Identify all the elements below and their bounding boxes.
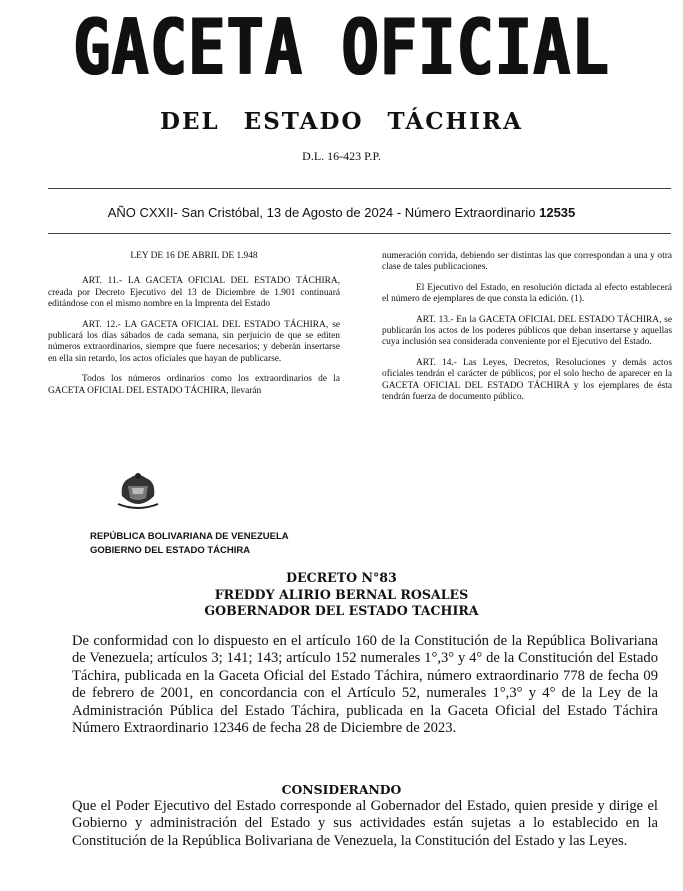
decree-number: DECRETO N°83 — [286, 570, 397, 585]
republic-name: REPÚBLICA BOLIVARIANA DE VENEZUELA — [90, 531, 289, 542]
law-heading: LEY DE 16 DE ABRIL DE 1.948 — [130, 251, 258, 261]
decree-preamble: De conformidad con lo dispuesto en el artículo 160 de la Constitución de la República Bolivariana de Venezuela; artículos 3; 141; 143; artículo 152 numerales 1°,3° y 4° de la Constitución del Estado Táchira, publicada en la Gaceta Oficial del Estado Táchira, número extraordinario 778 de fecha 09 de febrero de 2001, en concordancia con el Artículo 52, numerales 1°,3° y 4° de la Ley de la Administración Pública del Estado Táchira, publicada en la Gaceta Oficial del Estado Táchira Número Extraordinario 12346 de fecha 28 de Diciembre de 2023. — [72, 633, 658, 737]
government-name: GOBIERNO DEL ESTADO TÁCHIRA — [90, 545, 251, 556]
law-paragraph: Todos los números ordinarios como los extraordinarios de la GACETA OFICIAL DEL ESTADO TÁCHIRA, llevarán — [48, 374, 340, 396]
law-article-11: ART. 11.- LA GACETA OFICIAL DEL ESTADO TÁCHIRA, creada por Decreto Ejecutivo del 13 de Diciembre de 1.901 continuará editándose con el mismo nombre en la Imprenta del Estado — [48, 276, 340, 310]
governor-name: FREDDY ALIRIO BERNAL ROSALES — [214, 586, 469, 602]
considerando-heading: CONSIDERANDO — [281, 782, 402, 797]
legal-deposit: D.L. 16-423 P.P. — [302, 149, 381, 163]
coat-of-arms-icon — [116, 470, 160, 510]
gazette-title: GACETA OFICIAL — [73, 1, 610, 93]
law-column-left — [48, 251, 340, 406]
issue-rule — [48, 233, 671, 234]
issue-number: 12535 — [539, 205, 576, 220]
law-article-13: ART. 13.- En la GACETA OFICIAL DEL ESTADO TÁCHIRA, se publicarán los actos de los poderes públicos que deban insertarse y aquellas cuya inclusión sea considerada conveniente por el Ejecutivo del Estado. — [382, 314, 672, 348]
considerando-text: Que el Poder Ejecutivo del Estado corresponde al Gobernador del Estado, quien preside y dirige el Gobierno y administración del Estado y sus actividades están sujetas a lo establecido en la Constitución de la República Bolivariana de Venezuela, la Constitución del Estado y las Leyes. — [72, 798, 658, 849]
law-article-12: ART. 12.- LA GACETA OFICIAL DEL ESTADO TÁCHIRA, se publicará los días sábados de cada semana, sin perjuicio de que se editen números extraordinarios, siempre que fuere necesarios; y deberán insertarse en ella sin retardo, los actos oficiales que hayan de publicarse. — [48, 319, 340, 364]
government-block — [90, 530, 289, 558]
issue-line — [0, 205, 683, 220]
law-paragraph-edition: El Ejecutivo del Estado, en resolución dictada al efecto establecerá el número de ejemplares de que consta la edición. (1). — [382, 282, 672, 305]
gazette-subtitle: DEL ESTADO TÁCHIRA — [160, 108, 523, 135]
top-rule — [48, 188, 671, 189]
law-column-right — [382, 251, 672, 412]
law-paragraph-cont: numeración corrida, debiendo ser distintas las que correspondan a una y otra clase de tales publicaciones. — [382, 251, 672, 273]
issue-prefix: AÑO CXXII- San Cristóbal, 13 de Agosto de 2024 - Número Extraordinario — [107, 205, 540, 220]
governor-office: GOBERNADOR DEL ESTADO TACHIRA — [204, 603, 479, 618]
decree-header — [0, 570, 683, 620]
law-article-14: ART. 14.- Las Leyes, Decretos, Resoluciones y demás actos oficiales tendrán el carácter de públicos, por el solo hecho de aparecer en la GACETA OFICIAL DEL ESTADO TÁCHIRA y los ejemplares de ésta tendrán fuerza de documento público. — [382, 357, 672, 403]
